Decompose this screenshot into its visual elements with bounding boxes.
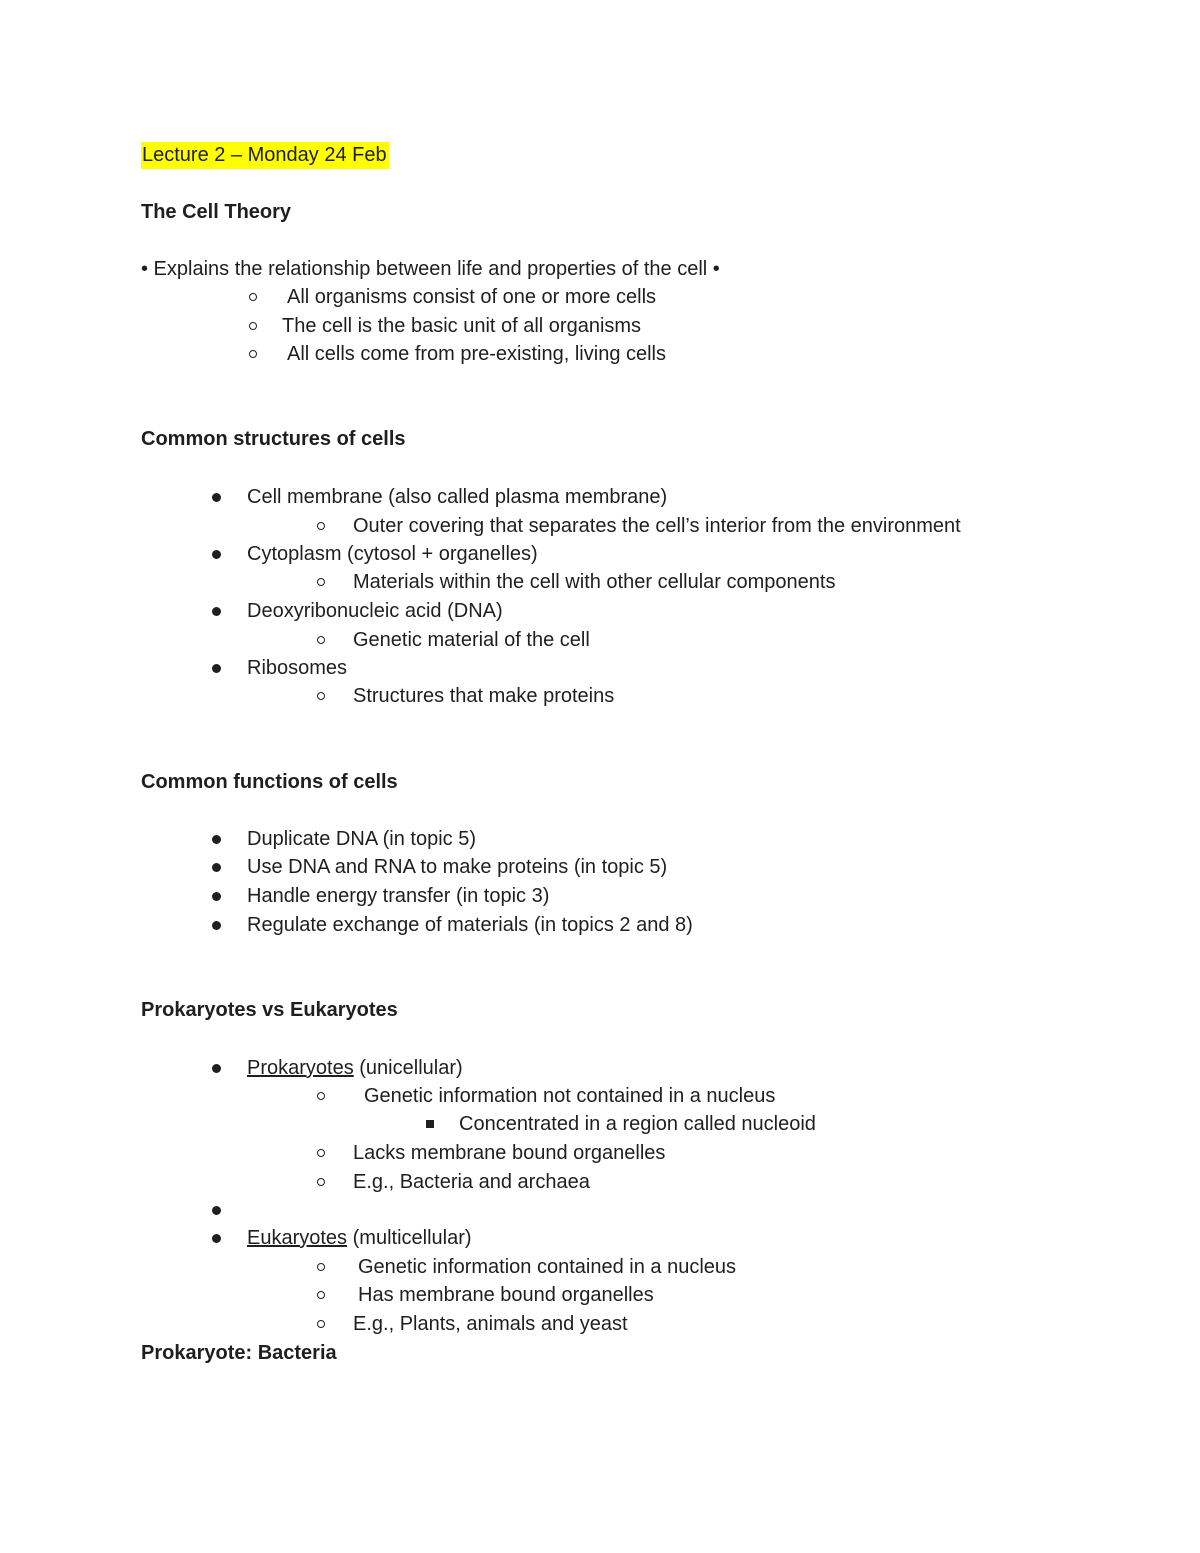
disc-bullet-icon [212,1234,221,1243]
list-item-text: Concentrated in a region called nucleoid [459,1113,816,1135]
list-item-text: Cell membrane (also called plasma membrane) [247,486,668,508]
list-item-text: The cell is the basic unit of all organisms [282,315,642,337]
list-item-text: Genetic information not contained in a nucleus [364,1085,776,1107]
list-item-text: Materials within the cell with other cellular components [353,571,836,593]
disc-bullet-icon [212,863,221,872]
list-item-text: Genetic information contained in a nucleus [358,1256,737,1278]
eukaryotes-qualifier: (multicellular) [347,1227,472,1249]
cell-theory-intro: • Explains the relationship between life and properties of the cell • [141,258,720,280]
disc-bullet-icon [212,550,221,559]
circle-bullet-icon [317,1178,325,1186]
list-item-text: Has membrane bound organelles [358,1284,654,1306]
prokaryotes-term: Prokaryotes [247,1057,354,1079]
disc-bullet-icon [212,493,221,502]
disc-bullet-icon [212,835,221,844]
list-item-text [247,1056,463,1080]
list-item-text: All cells come from pre-existing, living cells [287,343,667,365]
circle-bullet-icon [249,350,257,358]
list-item-text: E.g., Bacteria and archaea [353,1171,590,1193]
circle-bullet-icon [317,1092,325,1100]
circle-bullet-icon [317,578,325,586]
list-item-text: Ribosomes [247,657,348,679]
lecture-title: Lecture 2 – Monday 24 Feb [141,142,389,169]
list-item-text: Regulate exchange of materials (in topics 2 and 8) [247,914,693,936]
list-item-text: Use DNA and RNA to make proteins (in topic 5) [247,856,668,878]
list-item-text: Handle energy transfer (in topic 3) [247,885,550,907]
disc-bullet-icon [212,664,221,673]
list-item-text: Deoxyribonucleic acid (DNA) [247,600,503,622]
list-item-text: All organisms consist of one or more cells [287,286,657,308]
circle-bullet-icon [317,1149,325,1157]
disc-bullet-icon [212,607,221,616]
circle-bullet-icon [317,1320,325,1328]
next-heading: Prokaryote: Bacteria [141,1342,337,1364]
circle-bullet-icon [317,522,325,530]
disc-bullet-icon [212,1206,221,1215]
disc-bullet-icon [212,892,221,901]
prokaryotes-qualifier: (unicellular) [353,1057,463,1079]
circle-bullet-icon [317,636,325,644]
circle-bullet-icon [317,1291,325,1299]
eukaryotes-term: Eukaryotes [247,1227,348,1249]
functions-heading: Common functions of cells [141,771,398,793]
circle-bullet-icon [317,692,325,700]
disc-bullet-icon [212,1064,221,1073]
list-item-text: Lacks membrane bound organelles [353,1142,666,1164]
list-item-text: Duplicate DNA (in topic 5) [247,828,476,850]
circle-bullet-icon [249,322,257,330]
list-item-text [247,1226,472,1250]
circle-bullet-icon [249,293,257,301]
disc-bullet-icon [212,921,221,930]
structures-heading: Common structures of cells [141,428,406,450]
list-item-text: Outer covering that separates the cell’s interior from the environment [353,515,961,537]
list-item-text: Genetic material of the cell [353,629,590,651]
pro-vs-eu-heading: Prokaryotes vs Eukaryotes [141,999,398,1021]
list-item-text: Structures that make proteins [353,685,615,707]
cell-theory-heading: The Cell Theory [141,201,292,223]
circle-bullet-icon [317,1263,325,1271]
list-item-text: E.g., Plants, animals and yeast [353,1313,628,1335]
square-bullet-icon [426,1120,434,1128]
list-item-text: Cytoplasm (cytosol + organelles) [247,543,538,565]
